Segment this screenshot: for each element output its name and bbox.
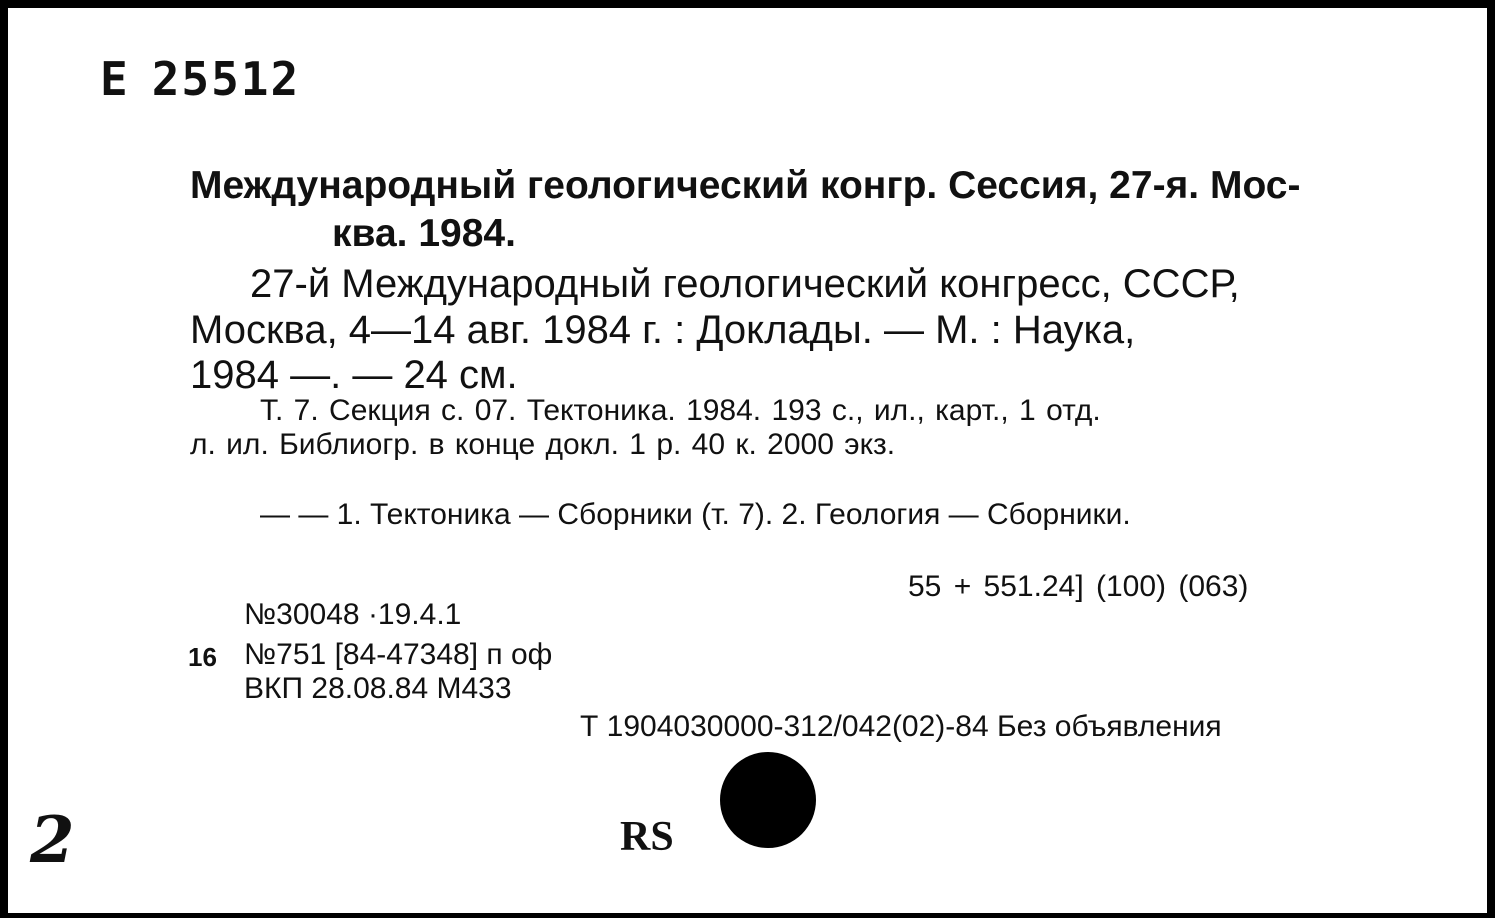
footer-code: Т 1904030000-312/042(02)-84 Без объявления <box>580 710 1222 743</box>
record-number-line-3: ВКП 28.08.84 М433 <box>244 672 512 705</box>
handwritten-number: 2 <box>30 803 75 878</box>
record-number-line-2: №751 [84-47348] п оф <box>244 638 553 671</box>
call-number <box>100 52 300 106</box>
volume-line-1: Т. 7. Секция с. 07. Тектоника. 1984. 193 с., ил., карт., 1 отд. <box>260 394 1101 427</box>
call-number-letter: Е <box>100 52 130 106</box>
classification-index: 55 + 551.24] (100) (063) <box>908 570 1249 603</box>
heading-line-1: Международный геологический конгр. Сессия, 27-я. Мос- <box>190 164 1301 207</box>
catalog-card <box>8 8 1487 913</box>
heading-line-2: ква. 1984. <box>332 212 516 255</box>
title-line-1: 27-й Международный геологический конгресс, СССР, <box>250 262 1240 306</box>
volume-line-2: л. ил. Библиогр. в конце докл. 1 р. 40 к. 2000 экз. <box>190 428 896 461</box>
call-number-value: 25512 <box>151 52 301 106</box>
record-number-line-1: №30048 ·19.4.1 <box>244 598 462 631</box>
record-mark: 16 <box>188 642 217 672</box>
subject-headings: — — 1. Тектоника — Сборники (т. 7). 2. Геология — Сборники. <box>260 498 1131 531</box>
rs-stamp: RS <box>620 814 674 860</box>
title-line-2: Москва, 4—14 авг. 1984 г. : Доклады. — М. : Наука, <box>190 308 1136 352</box>
title-line-3: 1984 —. — 24 см. <box>190 353 518 397</box>
black-dot-mark <box>720 752 816 848</box>
